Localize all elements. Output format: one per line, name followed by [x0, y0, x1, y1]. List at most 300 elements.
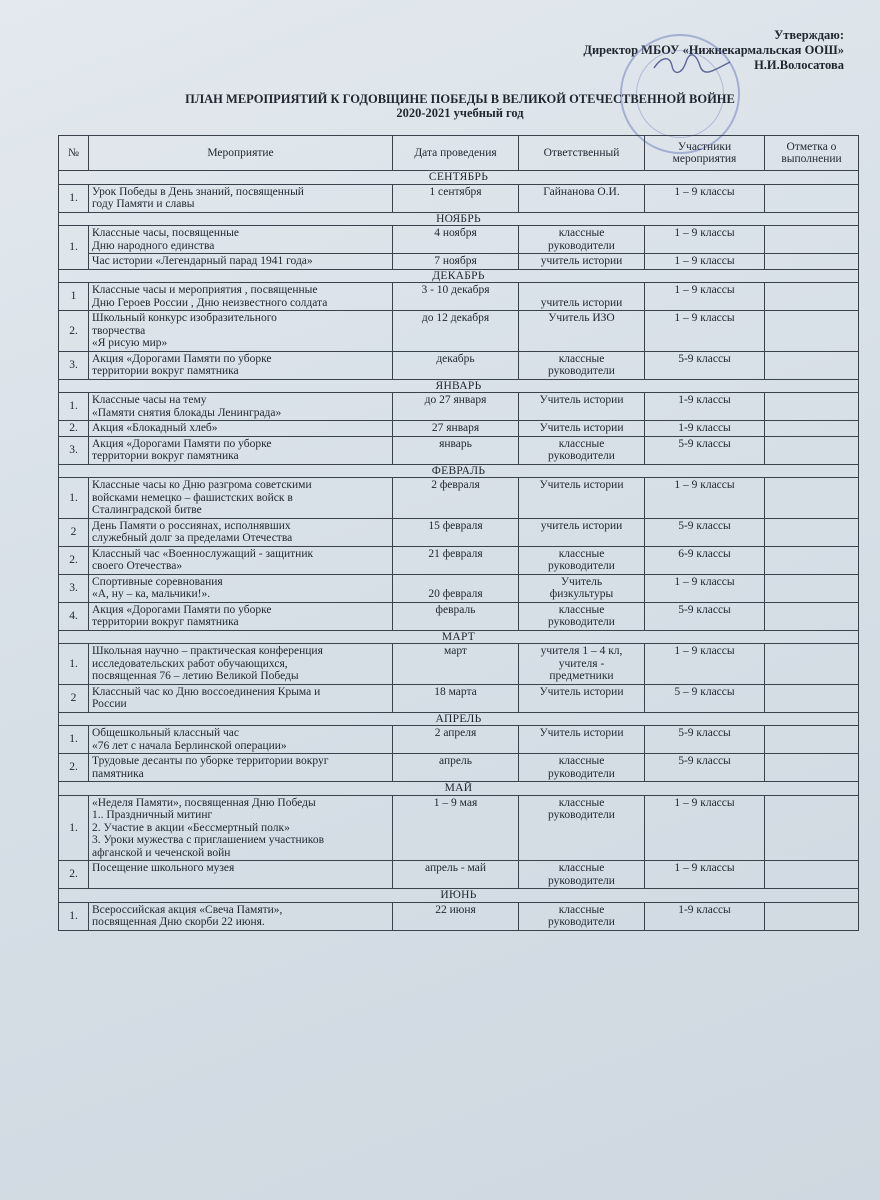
cell-line: учителя 1 – 4 кл, — [540, 645, 623, 657]
event-cell — [89, 726, 393, 754]
cell-line: Гайнанова О.И. — [543, 185, 620, 198]
responsible-cell — [519, 436, 645, 464]
participants-cell — [645, 226, 765, 254]
date-cell — [393, 602, 519, 630]
date-text: до 12 декабря — [421, 312, 490, 324]
table-row — [59, 478, 859, 519]
month-row — [59, 782, 859, 796]
cell-line: Акция «Блокадный хлеб» — [92, 422, 218, 434]
participants-text: 5 – 9 классы — [674, 685, 735, 698]
responsible-cell — [519, 546, 645, 574]
cell-line: исследовательских работ обучающихся, — [92, 657, 288, 670]
cell-line: Трудовые десанты по уборке территории вокруг — [92, 755, 329, 767]
completion-mark-cell — [765, 184, 859, 212]
participants-cell — [645, 726, 765, 754]
row-number: 1. — [59, 726, 89, 754]
date-cell — [393, 421, 519, 437]
cell-line: предметники — [549, 670, 614, 682]
responsible-cell — [519, 393, 645, 421]
date-text: 2 апреля — [434, 727, 477, 739]
participants-text: 1 – 9 классы — [674, 227, 735, 239]
cell-line: классные — [558, 755, 605, 767]
cell-line: памятника — [92, 767, 144, 780]
participants-text: 5-9 классы — [678, 352, 731, 365]
document-title — [120, 92, 800, 120]
cell-line: Классный час ко Дню воссоединения Крыма и — [92, 685, 321, 698]
cell-line: территории вокруг памятника — [92, 365, 239, 377]
responsible-cell — [519, 574, 645, 602]
event-cell — [89, 902, 393, 930]
participants-text: 1 – 9 классы — [674, 284, 735, 296]
row-number: 3. — [59, 574, 89, 602]
month-label: МАЙ — [59, 782, 859, 796]
cell-line: Школьная научно – практическая конференция — [92, 645, 323, 657]
completion-mark-cell — [765, 795, 859, 861]
cell-line: Учитель — [560, 575, 603, 588]
row-number: 1. — [59, 393, 89, 421]
date-text: 3 - 10 декабря — [421, 284, 490, 296]
header-event: Мероприятие — [89, 136, 393, 171]
cell-line: классные — [558, 862, 605, 874]
completion-mark-cell — [765, 393, 859, 421]
row-number: 2. — [59, 311, 89, 352]
cell-line: Спортивные соревнования — [92, 575, 223, 588]
date-text: январь — [439, 437, 472, 450]
cell-line: Час истории «Легендарный парад 1941 года» — [92, 255, 313, 267]
cell-line: Классные часы на тему — [92, 394, 207, 406]
responsible-cell — [519, 518, 645, 546]
cell-line: Учитель ИЗО — [548, 312, 615, 324]
cell-line: классные — [558, 903, 605, 916]
table-row — [59, 311, 859, 352]
header-number: № — [59, 136, 89, 171]
cell-line: территории вокруг памятника — [92, 450, 239, 462]
cell-line: «Памяти снятия блокады Ленинграда» — [92, 406, 282, 419]
header-participants: Участники мероприятия — [645, 136, 765, 171]
completion-mark-cell — [765, 602, 859, 630]
event-cell — [89, 644, 393, 685]
cell-line: Акция «Дорогами Памяти по уборке — [92, 352, 272, 365]
date-cell — [393, 184, 519, 212]
event-cell — [89, 602, 393, 630]
cell-line: Акция «Дорогами Памяти по уборке — [92, 437, 272, 450]
participants-text: 5-9 классы — [678, 519, 731, 532]
responsible-cell — [519, 754, 645, 782]
responsible-cell — [519, 602, 645, 630]
table-row — [59, 574, 859, 602]
table-body — [59, 171, 859, 931]
cell-line: День Памяти о россиянах, исполнявших — [92, 519, 291, 532]
table-row — [59, 351, 859, 379]
date-text: декабрь — [436, 352, 475, 365]
cell-line: Школьный конкурс изобразительного — [92, 312, 277, 324]
completion-mark-cell — [765, 546, 859, 574]
row-number: 3. — [59, 351, 89, 379]
participants-cell — [645, 546, 765, 574]
participants-text: 1 – 9 классы — [674, 479, 735, 491]
cell-line — [92, 875, 389, 888]
date-text: март — [444, 645, 467, 657]
participants-cell — [645, 254, 765, 270]
date-text: 1 – 9 мая — [433, 796, 478, 809]
cell-line: 3. Уроки мужества с приглашением участников — [92, 834, 324, 846]
completion-mark-cell — [765, 421, 859, 437]
responsible-cell — [519, 902, 645, 930]
responsible-cell — [519, 421, 645, 437]
title-line2: 2020-2021 учебный год — [396, 106, 524, 120]
participants-cell — [645, 602, 765, 630]
participants-cell — [645, 902, 765, 930]
event-cell — [89, 254, 393, 270]
completion-mark-cell — [765, 684, 859, 712]
responsible-cell — [519, 795, 645, 861]
date-text: апрель — [439, 755, 472, 767]
cell-line: Сталинградской битве — [92, 504, 202, 516]
title-line1: ПЛАН МЕРОПРИЯТИЙ К ГОДОВЩИНЕ ПОБЕДЫ В ВЕЛИКОЙ ОТЕЧЕСТВЕННОЙ ВОЙНЕ — [185, 92, 735, 106]
participants-cell — [645, 283, 765, 311]
cell-line: Посещение школьного музея — [92, 862, 235, 874]
cell-line: Акция «Дорогами Памяти по уборке — [92, 603, 272, 616]
completion-mark-cell — [765, 283, 859, 311]
responsible-cell — [519, 226, 645, 254]
participants-cell — [645, 351, 765, 379]
row-number: 1. — [59, 795, 89, 861]
participants-cell — [645, 421, 765, 437]
cell-line: руководители — [548, 239, 615, 252]
participants-text: 1 – 9 классы — [674, 255, 735, 267]
cell-line — [522, 284, 641, 297]
cell-line: физкультуры — [549, 588, 614, 600]
table-row — [59, 254, 859, 270]
participants-cell — [645, 574, 765, 602]
cell-line: творчества — [92, 324, 146, 337]
cell-line: «76 лет с начала Берлинской операции» — [92, 739, 287, 752]
date-text: 20 февраля — [428, 588, 483, 600]
cell-line: Всероссийская акция «Свеча Памяти», — [92, 903, 283, 916]
cell-line: Классные часы ко Дню разгрома советскими — [92, 479, 312, 491]
month-row — [59, 630, 859, 644]
date-text: 4 ноября — [434, 227, 477, 239]
participants-cell — [645, 754, 765, 782]
row-number: 2 — [59, 518, 89, 546]
date-text: февраль — [435, 603, 476, 616]
participants-text: 5-9 классы — [678, 755, 731, 767]
date-cell — [393, 861, 519, 889]
cell-line: учитель истории — [540, 296, 623, 309]
event-cell — [89, 684, 393, 712]
cell-line: классные — [558, 547, 605, 560]
participants-text: 1 – 9 классы — [674, 862, 735, 874]
row-number: 4. — [59, 602, 89, 630]
participants-cell — [645, 684, 765, 712]
responsible-cell — [519, 861, 645, 889]
date-cell — [393, 478, 519, 519]
completion-mark-cell — [765, 574, 859, 602]
header-responsible: Ответственный — [519, 136, 645, 171]
participants-cell — [645, 644, 765, 685]
month-label: ЯНВАРЬ — [59, 379, 859, 393]
participants-text: 1 – 9 классы — [674, 312, 735, 324]
date-text: 1 сентября — [429, 185, 482, 198]
date-cell — [393, 644, 519, 685]
row-number: 2 — [59, 684, 89, 712]
responsible-cell — [519, 351, 645, 379]
month-label: ИЮНЬ — [59, 889, 859, 903]
cell-line: «А, ну – ка, мальчики!». — [92, 588, 211, 600]
cell-line: классные — [558, 227, 605, 239]
cell-line: классные — [558, 352, 605, 365]
cell-line: руководители — [548, 616, 615, 628]
date-cell — [393, 546, 519, 574]
table-row — [59, 184, 859, 212]
date-cell — [393, 518, 519, 546]
date-cell — [393, 311, 519, 352]
row-number: 2. — [59, 546, 89, 574]
month-row — [59, 171, 859, 185]
participants-cell — [645, 311, 765, 352]
responsible-cell — [519, 644, 645, 685]
completion-mark-cell — [765, 478, 859, 519]
participants-cell — [645, 436, 765, 464]
cell-line: Классный час «Военнослужащий - защитник — [92, 547, 314, 560]
event-cell — [89, 754, 393, 782]
cell-line: Учитель истории — [539, 422, 624, 434]
header-date: Дата проведения — [393, 136, 519, 171]
cell-line: Классные часы и мероприятия , посвященные — [92, 284, 318, 296]
cell-line: классные — [558, 796, 605, 809]
table-row — [59, 644, 859, 685]
approval-line1: Утверждаю: — [774, 28, 844, 42]
cell-line: учителя - — [558, 657, 605, 670]
participants-text: 6-9 классы — [678, 547, 731, 560]
row-number: 3. — [59, 436, 89, 464]
cell-line: году Памяти и славы — [92, 198, 195, 210]
cell-line: посвященная 76 – летию Великой Победы — [92, 670, 299, 682]
participants-cell — [645, 393, 765, 421]
participants-text: 1-9 классы — [678, 394, 731, 406]
participants-text: 1 – 9 классы — [674, 796, 735, 809]
approval-line2: Директор МБОУ «Нижнекармальская ООШ» — [583, 43, 844, 57]
completion-mark-cell — [765, 861, 859, 889]
cell-line: Урок Победы в День знаний, посвященный — [92, 185, 304, 198]
cell-line: служебный долг за пределами Отечества — [92, 532, 293, 544]
signature-icon — [652, 52, 732, 76]
date-text: 7 ноября — [434, 255, 477, 267]
month-row — [59, 464, 859, 478]
month-row — [59, 379, 859, 393]
cell-line: 2. Участие в акции «Бессмертный полк» — [92, 821, 290, 834]
cell-line: руководители — [548, 767, 615, 780]
cell-line: России — [92, 698, 127, 710]
row-number: 2. — [59, 421, 89, 437]
cell-line: посвященная Дню скорби 22 июня. — [92, 916, 265, 928]
cell-line: Классные часы, посвященные — [92, 227, 240, 239]
date-text: 15 февраля — [428, 519, 483, 532]
cell-line: учитель истории — [540, 519, 623, 532]
cell-line: классные — [558, 603, 605, 616]
date-cell — [393, 283, 519, 311]
table-row — [59, 684, 859, 712]
row-number: 1. — [59, 184, 89, 212]
row-number: 1. — [59, 644, 89, 685]
event-cell — [89, 226, 393, 254]
responsible-cell — [519, 684, 645, 712]
participants-text: 1 – 9 классы — [674, 185, 735, 198]
participants-text: 5-9 классы — [678, 727, 731, 739]
date-text: 22 июня — [435, 903, 476, 916]
cell-line: руководители — [548, 450, 615, 462]
month-row — [59, 712, 859, 726]
table-row — [59, 436, 859, 464]
table-row — [59, 393, 859, 421]
date-cell — [393, 393, 519, 421]
responsible-cell — [519, 726, 645, 754]
table-row — [59, 902, 859, 930]
date-cell — [393, 726, 519, 754]
completion-mark-cell — [765, 902, 859, 930]
cell-line: Учитель истории — [539, 685, 624, 698]
completion-mark-cell — [765, 311, 859, 352]
event-cell — [89, 436, 393, 464]
date-cell — [393, 226, 519, 254]
event-cell — [89, 351, 393, 379]
completion-mark-cell — [765, 226, 859, 254]
date-cell — [393, 351, 519, 379]
cell-line: «Я рисую мир» — [92, 337, 168, 349]
event-cell — [89, 546, 393, 574]
date-text: 21 февраля — [428, 547, 483, 560]
event-cell — [89, 861, 393, 889]
month-label: НОЯБРЬ — [59, 212, 859, 226]
responsible-cell — [519, 311, 645, 352]
cell-line: руководители — [548, 809, 615, 821]
cell-line: Общешкольный классный час — [92, 727, 240, 739]
completion-mark-cell — [765, 436, 859, 464]
cell-line: Учитель истории — [539, 727, 624, 739]
completion-mark-cell — [765, 351, 859, 379]
date-text: 27 января — [431, 422, 480, 434]
row-number: 1 — [59, 283, 89, 311]
table-row — [59, 861, 859, 889]
month-label: ДЕКАБРЬ — [59, 269, 859, 283]
month-row — [59, 889, 859, 903]
date-text: до 27 января — [424, 394, 487, 406]
event-cell — [89, 421, 393, 437]
participants-text: 1 – 9 классы — [674, 645, 735, 657]
completion-mark-cell — [765, 726, 859, 754]
date-cell — [393, 436, 519, 464]
month-label: СЕНТЯБРЬ — [59, 171, 859, 185]
row-number: 1. — [59, 226, 89, 270]
events-table — [58, 135, 859, 931]
cell-line: классные — [558, 437, 605, 450]
month-label: АПРЕЛЬ — [59, 712, 859, 726]
cell-line: Учитель истории — [539, 394, 624, 406]
date-text: 2 февраля — [431, 479, 480, 491]
event-cell — [89, 518, 393, 546]
cell-line: войсками немецко – фашистских войск в — [92, 491, 293, 504]
month-label: ФЕВРАЛЬ — [59, 464, 859, 478]
cell-line: руководители — [548, 560, 615, 572]
table-row — [59, 726, 859, 754]
cell-line: Учитель истории — [539, 479, 624, 491]
completion-mark-cell — [765, 518, 859, 546]
table-row — [59, 754, 859, 782]
cell-line: территории вокруг памятника — [92, 616, 239, 628]
event-cell — [89, 795, 393, 861]
header-completion-mark: Отметка о выполнении — [765, 136, 859, 171]
date-cell — [393, 684, 519, 712]
cell-line: руководители — [548, 365, 615, 377]
event-cell — [89, 478, 393, 519]
table-row — [59, 546, 859, 574]
cell-line: 1.. Праздничный митинг — [92, 809, 213, 821]
participants-text: 5-9 классы — [678, 437, 731, 450]
participants-cell — [645, 184, 765, 212]
participants-text: 5-9 классы — [678, 603, 731, 616]
table-row — [59, 518, 859, 546]
event-cell — [89, 311, 393, 352]
date-text: 18 марта — [434, 685, 477, 698]
date-cell — [393, 902, 519, 930]
cell-line: своего Отечества» — [92, 560, 183, 572]
responsible-cell — [519, 283, 645, 311]
table-header-row — [59, 136, 859, 171]
participants-cell — [645, 795, 765, 861]
date-cell — [393, 254, 519, 270]
completion-mark-cell — [765, 644, 859, 685]
table-row — [59, 602, 859, 630]
cell-line: руководители — [548, 916, 615, 928]
event-cell — [89, 393, 393, 421]
row-number: 2. — [59, 754, 89, 782]
date-cell — [393, 754, 519, 782]
cell-line: афганской и чеченской войн — [92, 846, 231, 859]
row-number: 1. — [59, 478, 89, 519]
completion-mark-cell — [765, 254, 859, 270]
date-cell — [393, 795, 519, 861]
date-cell — [393, 574, 519, 602]
month-row — [59, 269, 859, 283]
month-label: МАРТ — [59, 630, 859, 644]
participants-cell — [645, 478, 765, 519]
participants-cell — [645, 518, 765, 546]
table-row — [59, 795, 859, 861]
participants-text: 1 – 9 классы — [674, 575, 735, 588]
date-text: апрель - май — [425, 862, 486, 874]
participants-text: 1-9 классы — [678, 422, 731, 434]
cell-line: учитель истории — [540, 255, 623, 267]
cell-line: Дню Героев России , Дню неизвестного солдата — [92, 296, 328, 309]
month-row — [59, 212, 859, 226]
director-name: Н.И.Волосатова — [754, 58, 844, 72]
table-row — [59, 283, 859, 311]
responsible-cell — [519, 184, 645, 212]
cell-line: руководители — [548, 874, 615, 887]
cell-line: «Неделя Памяти», посвященная Дню Победы — [92, 796, 316, 809]
completion-mark-cell — [765, 754, 859, 782]
event-cell — [89, 574, 393, 602]
row-number: 1. — [59, 902, 89, 930]
participants-text: 1-9 классы — [678, 903, 731, 916]
responsible-cell — [519, 254, 645, 270]
responsible-cell — [519, 478, 645, 519]
event-cell — [89, 184, 393, 212]
event-cell — [89, 283, 393, 311]
table-row — [59, 421, 859, 437]
row-number: 2. — [59, 861, 89, 889]
participants-cell — [645, 861, 765, 889]
